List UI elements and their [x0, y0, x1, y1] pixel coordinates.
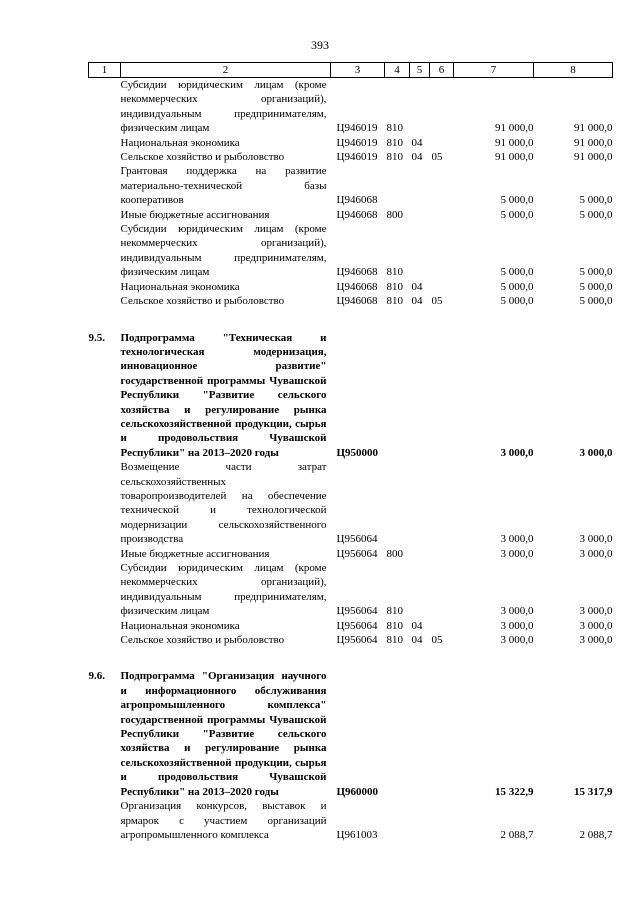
spacer-cell [89, 309, 613, 331]
row-amount-2016: 3 000,0 [579, 547, 613, 560]
row-number [89, 136, 121, 150]
row-amount-2016: 91 000,0 [574, 136, 613, 149]
row-subsection [430, 619, 454, 633]
row-subsection [430, 78, 454, 136]
row-section [410, 561, 430, 619]
row-expense-type: 810 [386, 605, 403, 618]
row-target-code: Ц961003 [336, 828, 378, 841]
row-amount-2016: 91 000,0 [574, 151, 613, 164]
header-col-2: 2 [121, 63, 331, 78]
row-name: Сельское хозяйство и рыболовство [120, 634, 285, 647]
table-row [89, 633, 613, 647]
row-subsection [430, 136, 454, 150]
row-name: Организация конкурсов, выставок и ярмарок с участием организаций агропромышленного комплекса [120, 800, 327, 841]
row-amount-2015: 5 000,0 [500, 280, 534, 293]
row-section: 04 [411, 151, 423, 164]
row-name: Национальная экономика [120, 136, 240, 149]
row-number [89, 561, 121, 619]
row-number [89, 164, 121, 207]
header-col-8: 8 [534, 63, 613, 78]
row-expense-type: 800 [386, 208, 403, 221]
row-amount-2016: 3 000,0 [579, 634, 613, 647]
row-target-code: Ц946068 [336, 266, 378, 279]
row-name: Иные бюджетные ассигнования [120, 208, 270, 221]
row-number [89, 460, 121, 546]
row-subsection [430, 669, 454, 799]
row-expense-type: 810 [386, 634, 403, 647]
row-expense-type [385, 460, 410, 546]
page-number: 393 [311, 38, 329, 52]
row-section: 04 [411, 619, 423, 632]
row-name: Субсидии юридическим лицам (кроме некоммерческих организаций), индивидуальным предпринимателям, физическим лицам [120, 223, 327, 279]
table-row [89, 460, 613, 546]
subprogram-row [89, 669, 613, 799]
row-subsection: 05 [431, 295, 443, 308]
budget-table [88, 62, 613, 842]
row-amount-2015: 5 000,0 [500, 194, 534, 207]
header-col-4: 4 [385, 63, 410, 78]
row-number [89, 799, 121, 842]
row-amount-2016: 3 000,0 [579, 446, 613, 459]
row-expense-type [385, 331, 410, 461]
row-amount-2015: 91 000,0 [495, 151, 534, 164]
row-expense-type: 810 [386, 280, 403, 293]
header-col-3: 3 [331, 63, 385, 78]
row-target-code: Ц946019 [336, 151, 378, 164]
row-amount-2015: 3 000,0 [500, 533, 534, 546]
row-name: Сельское хозяйство и рыболовство [120, 295, 285, 308]
spacer-cell [89, 647, 613, 669]
subprogram-row [89, 331, 613, 461]
row-expense-type [385, 164, 410, 207]
table-row [89, 136, 613, 150]
row-section: 04 [411, 634, 423, 647]
row-name: Субсидии юридическим лицам (кроме некоммерческих организаций), индивидуальным предпринимателям, физическим лицам [120, 79, 327, 135]
row-amount-2016: 5 000,0 [579, 266, 613, 279]
row-name: Национальная экономика [120, 619, 240, 632]
row-expense-type [385, 669, 410, 799]
row-amount-2016: 5 000,0 [579, 208, 613, 221]
row-section [410, 331, 430, 461]
row-number [89, 280, 121, 294]
header-row [89, 63, 613, 78]
row-amount-2016: 5 000,0 [579, 280, 613, 293]
row-amount-2015: 91 000,0 [495, 122, 534, 135]
row-number: 9.5. [88, 331, 105, 344]
row-amount-2016: 91 000,0 [574, 122, 613, 135]
row-target-code: Ц956064 [336, 605, 378, 618]
row-amount-2015: 15 322,9 [495, 785, 534, 798]
row-name: Подпрограмма "Организация научного и информационного обслуживания агропромышленного комплекса" государственной программы Чувашской Республики "Развитие сельского хозяйства и регулирование рынка сельскохозяйственной продукции, сырья и продовольствия Чувашской Республики" на 2013–2020 годы [120, 670, 327, 798]
row-amount-2015: 3 000,0 [500, 619, 534, 632]
row-amount-2016: 3 000,0 [579, 605, 613, 618]
spacer-row [89, 309, 613, 331]
row-number [89, 222, 121, 280]
table-row [89, 164, 613, 207]
row-target-code: Ц946068 [336, 295, 378, 308]
row-number [89, 150, 121, 164]
row-section [410, 222, 430, 280]
row-amount-2016: 5 000,0 [579, 295, 613, 308]
row-number [89, 208, 121, 222]
row-subsection: 05 [431, 151, 443, 164]
spacer-row [89, 647, 613, 669]
row-amount-2016: 15 317,9 [574, 785, 613, 798]
row-amount-2015: 2 088,7 [500, 828, 534, 841]
row-number [89, 633, 121, 647]
row-target-code: Ц946068 [336, 280, 378, 293]
row-section: 04 [411, 295, 423, 308]
row-number [89, 619, 121, 633]
table-row [89, 280, 613, 294]
row-target-code: Ц956064 [336, 634, 378, 647]
row-subsection [430, 547, 454, 561]
row-amount-2015: 5 000,0 [500, 266, 534, 279]
row-amount-2016: 3 000,0 [579, 619, 613, 632]
row-name: Национальная экономика [120, 280, 240, 293]
row-subsection [430, 331, 454, 461]
table-body [89, 78, 613, 843]
table-row [89, 150, 613, 164]
row-target-code: Ц946019 [336, 136, 378, 149]
row-expense-type: 810 [386, 136, 403, 149]
table-row [89, 208, 613, 222]
row-number [89, 78, 121, 136]
row-subsection [430, 460, 454, 546]
row-number [89, 294, 121, 308]
row-target-code: Ц946019 [336, 122, 378, 135]
row-section [410, 669, 430, 799]
row-subsection [430, 164, 454, 207]
row-target-code: Ц946068 [336, 194, 378, 207]
table-row [89, 294, 613, 308]
row-expense-type: 810 [386, 295, 403, 308]
row-amount-2015: 91 000,0 [495, 136, 534, 149]
row-section [410, 78, 430, 136]
row-expense-type: 810 [386, 266, 403, 279]
row-amount-2016: 3 000,0 [579, 533, 613, 546]
row-expense-type [385, 799, 410, 842]
row-section [410, 164, 430, 207]
row-section: 04 [411, 136, 423, 149]
row-name: Сельское хозяйство и рыболовство [120, 151, 285, 164]
row-section [410, 547, 430, 561]
row-subsection [430, 280, 454, 294]
row-amount-2015: 3 000,0 [500, 634, 534, 647]
table-row [89, 547, 613, 561]
row-number [89, 547, 121, 561]
header-col-7: 7 [454, 63, 534, 78]
table-row [89, 222, 613, 280]
row-section: 04 [411, 280, 423, 293]
row-target-code: Ц946068 [336, 208, 378, 221]
row-subsection [430, 208, 454, 222]
table-row [89, 619, 613, 633]
row-expense-type: 810 [386, 122, 403, 135]
row-expense-type: 810 [386, 619, 403, 632]
row-amount-2015: 3 000,0 [500, 547, 534, 560]
row-subsection: 05 [431, 634, 443, 647]
table-header [89, 63, 613, 78]
header-col-1: 1 [89, 63, 121, 78]
row-target-code: Ц956064 [336, 533, 378, 546]
row-subsection [430, 799, 454, 842]
row-amount-2015: 5 000,0 [500, 295, 534, 308]
header-col-5: 5 [410, 63, 430, 78]
row-expense-type: 810 [386, 151, 403, 164]
row-target-code: Ц950000 [336, 446, 379, 459]
row-target-code: Ц956064 [336, 619, 378, 632]
row-name: Иные бюджетные ассигнования [120, 547, 270, 560]
row-section [410, 208, 430, 222]
row-target-code: Ц956064 [336, 547, 378, 560]
row-name: Возмещение части затрат сельскохозяйственных товаропроизводителей на обеспечение технической и технологической модернизации сельскохозяйственного производства [120, 461, 327, 546]
row-subsection [430, 561, 454, 619]
row-expense-type: 800 [386, 547, 403, 560]
row-number: 9.6. [88, 670, 105, 683]
table-row [89, 78, 613, 136]
table-row [89, 561, 613, 619]
row-amount-2015: 3 000,0 [500, 446, 534, 459]
row-amount-2016: 5 000,0 [579, 194, 613, 207]
row-amount-2015: 5 000,0 [500, 208, 534, 221]
row-amount-2016: 2 088,7 [579, 828, 613, 841]
row-subsection [430, 222, 454, 280]
row-name: Субсидии юридическим лицам (кроме некоммерческих организаций), индивидуальным предпринимателям, физическим лицам [120, 562, 327, 618]
table-row [89, 799, 613, 842]
row-name: Подпрограмма "Техническая и технологическая модернизация, инновационное развитие" государственной программы Чувашской Республики "Развитие сельского хозяйства и регулирование рынка сельскохозяйственной продукции, сырья и продовольствия Чувашской Республики" на 2013–2020 годы [120, 331, 327, 459]
row-target-code: Ц960000 [336, 785, 379, 798]
row-amount-2015: 3 000,0 [500, 605, 534, 618]
row-section [410, 460, 430, 546]
row-section [410, 799, 430, 842]
header-col-6: 6 [430, 63, 454, 78]
row-name: Грантовая поддержка на развитие материально-технической базы кооперативов [120, 165, 327, 207]
